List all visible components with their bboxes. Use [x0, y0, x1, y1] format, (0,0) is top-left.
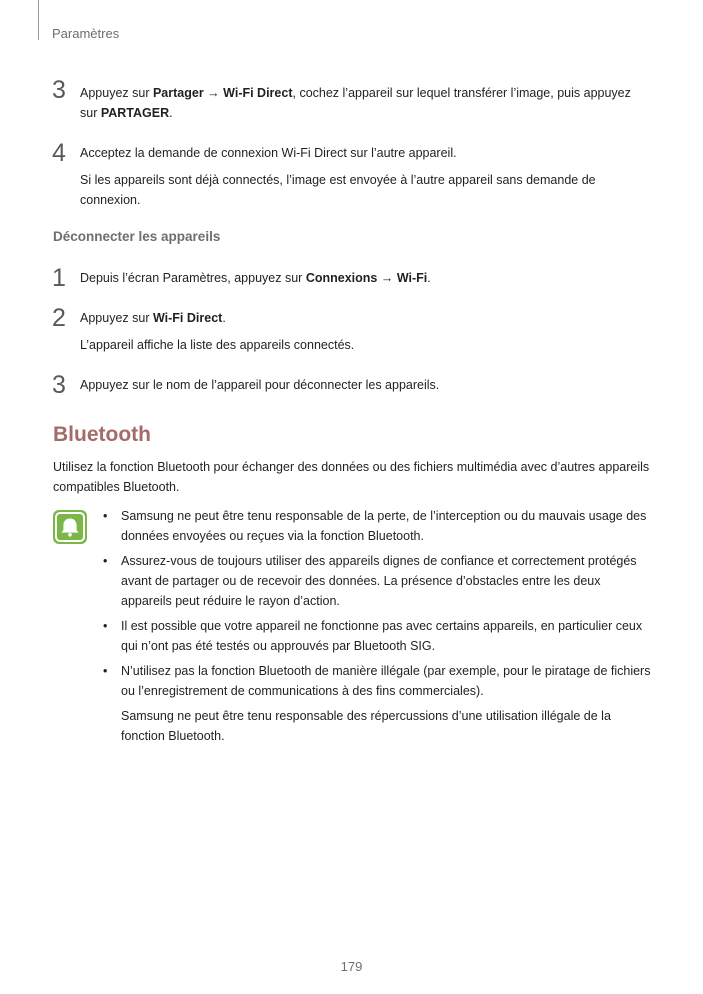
notice-bell-icon	[53, 510, 87, 544]
step-text: Appuyez sur le nom de l’appareil pour déconnecter les appareils.	[80, 378, 440, 392]
list-item: • Il est possible que votre appareil ne fonctionne pas avec certains appareils, en particulier ceux qui n’ont pas été testés ou approuvés par Bluetooth SIG.	[103, 619, 643, 653]
step-text: Appuyez sur Partager → Wi-Fi Direct, cochez l’appareil sur lequel transférer l’image, puis appuyez sur PARTAGER.	[80, 86, 631, 120]
step-text: Appuyez sur Wi-Fi Direct.	[80, 311, 226, 325]
section-title-bluetooth: Bluetooth	[53, 423, 151, 446]
list-item: • Assurez-vous de toujours utiliser des appareils dignes de confiance et correctement protégés avant de partager ou de recevoir des données. La présence d’obstacles entre les deux appareils peut réduire le rayon d’action.	[103, 554, 637, 608]
step-subtext: Si les appareils sont déjà connectés, l’image est envoyée à l’autre appareil sans demande de connexion.	[80, 173, 596, 207]
step-subtext: L’appareil affiche la liste des appareils connectés.	[80, 338, 355, 352]
section-intro: Utilisez la fonction Bluetooth pour échanger des données ou des fichiers multimédia avec d’autres appareils compatibles Bluetooth.	[53, 460, 650, 494]
subsection-heading: Déconnecter les appareils	[53, 229, 221, 244]
list-item-subtext: Samsung ne peut être tenu responsable des répercussions d’une utilisation illégale de la fonction Bluetooth.	[121, 709, 611, 743]
list-item: • Samsung ne peut être tenu responsable de la perte, de l’interception ou du mauvais usage des données envoyées ou reçues via la fonction Bluetooth.	[103, 509, 647, 543]
step-number: 2	[52, 304, 66, 332]
page-number: 179	[340, 959, 363, 974]
notice-list	[100, 506, 652, 751]
step-number: 1	[52, 264, 66, 292]
step-number: 3	[52, 76, 66, 104]
step-text: Acceptez la demande de connexion Wi-Fi Direct sur l’autre appareil.	[80, 146, 457, 160]
step-text: Depuis l’écran Paramètres, appuyez sur Connexions → Wi-Fi.	[80, 271, 431, 285]
step-number: 3	[52, 371, 66, 399]
step-number: 4	[52, 139, 66, 167]
running-header: Paramètres	[52, 26, 120, 41]
list-item: • N’utilisez pas la fonction Bluetooth de manière illégale (par exemple, pour le piratage de fichiers ou l’enregistrement de communications à des fins commerciales). Samsung ne peut être tenu responsable des répercussions d’une utilisation illégale de la fonction Bluetooth.	[100, 661, 652, 746]
page-corner-mark	[38, 0, 39, 40]
